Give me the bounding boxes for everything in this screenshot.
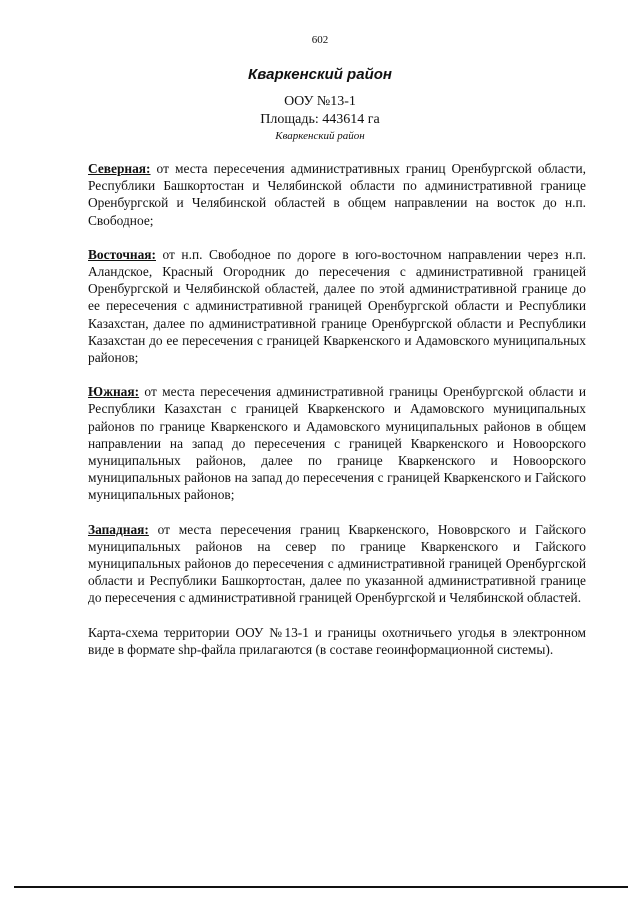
section-label-north: Северная:: [88, 161, 151, 176]
section-text-east: от н.п. Свободное по дороге в юго-восточном направлении через н.п. Аландское, Красный Огородник до пересечения с административной границей Оренбургской и Челябинской областей, далее по этой административной границе до ее пересечения с административной границей Оренбургской области и Республики Казахстан, далее по административной границе Оренбургской области и Республики Казахстан до ее пересечения с границей Кваркенского и Адамовского муниципальных районов;: [88, 246, 586, 366]
section-text-south: от места пересечения административной границы Оренбургской области и Республики Казахстан с границей Кваркенского и Адамовского муниципальных районов по границе Кваркенского и Адамовского муниципальных районов в общем направлении на запад до пересечения с границей Кваркенского и Новоорского муниципальных районов, далее по границе Кваркенского и Новоорского муниципальных районов на запад до пересечения с границей Кваркенского и Гайского муниципальных районов;: [88, 384, 586, 503]
boundary-description: [88, 160, 586, 675]
page-number: 602: [311, 34, 329, 46]
title-block: [0, 66, 640, 144]
oou-number: ООУ №13-1: [284, 94, 356, 109]
closing-note: Карта-схема территории ООУ №13-1 и границы охотничьего угодья в электронном виде в формате shp-файла прилагаются (в составе геоинформационной системы).: [88, 624, 586, 657]
section-text-north: от места пересечения административных границ Оренбургской области, Республики Башкортостан и Челябинской области по административной границе Оренбургской и Челябинской областей в общем направлении на восток до н.п. Свободное;: [88, 161, 586, 228]
section-label-south: Южная:: [88, 384, 140, 400]
section-east: [88, 246, 586, 366]
section-label-west: Западная:: [88, 521, 149, 537]
section-west: [88, 521, 586, 607]
district-subtitle: Кваркенский район: [275, 130, 365, 142]
footer-divider: [14, 886, 628, 888]
section-south: [88, 383, 586, 503]
section-label-east: Восточная:: [88, 246, 156, 262]
section-north: [88, 160, 586, 229]
section-text-west: от места пересечения границ Кваркенского, Нововрского и Гайского муниципальных районов на север по границе Кваркенского и Гайского муниципальных районов до пересечения с административной границей Оренбургской области и Республики Башкортостан, далее по указанной административной границе до пересечения с административной границей Оренбургской и Челябинской областей.: [88, 521, 586, 606]
district-title: Кваркенский район: [248, 66, 392, 83]
area-line: Площадь: 443614 га: [260, 112, 380, 127]
